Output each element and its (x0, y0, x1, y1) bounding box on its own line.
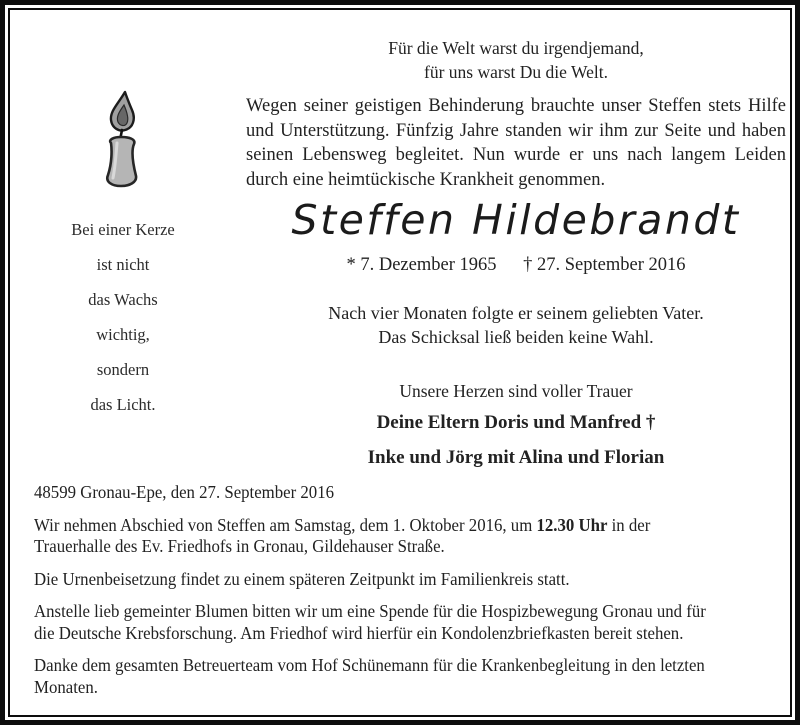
place-date-line: 48599 Gronau-Epe, den 27. September 2016 (34, 482, 334, 502)
father-paragraph (246, 301, 786, 349)
funeral-paragraph (34, 515, 756, 558)
grief-line: Unsere Herzen sind voller Trauer (399, 381, 633, 401)
poem-line: ist nicht (96, 255, 150, 274)
deceased-name: Steffen Hildebrandt (291, 196, 741, 244)
funeral-time: 12.30 Uhr (536, 514, 608, 535)
candle-poem-column (28, 88, 218, 422)
intro-paragraph: Wegen seiner geistigen Behinderung brauchte unser Steffen stets Hilfe und Unterstützung. Fünfzig Jahre standen wir ihm zur Seite und haben seinen Lebensweg begleitet. Nun wurde er uns nach langem Leiden durch eine heimtückische Krankheit genommen. (246, 96, 786, 190)
death-date: † 27. September 2016 (523, 255, 686, 275)
donation-line2: die Deutsche Krebsforschung. Am Friedhof wird hierfür ein Kondolenzbriefkasten bereit stehen. (34, 622, 684, 643)
donation-line1: Anstelle lieb gemeinter Blumen bitten wir um eine Spende für die Hospizbewegung Gronau und für (34, 601, 706, 621)
thanks-line1: Danke dem gesamten Betreuerteam vom Hof Schünemann für die Krankenbegleitung in den letzten (34, 655, 705, 675)
father-line2: Das Schicksal ließ beiden keine Wahl. (378, 327, 654, 347)
opening-quote (246, 36, 786, 84)
birth-date: * 7. Dezember 1965 (346, 255, 497, 275)
poem-line: wichtig, (96, 325, 150, 344)
poem-line: das Wachs (88, 290, 158, 309)
life-dates (246, 255, 786, 276)
funeral-text-pre: Wir nehmen Abschied von Steffen am Samstag, dem 1. Oktober 2016, um (34, 514, 537, 535)
details-section (34, 482, 786, 709)
funeral-text-post: in der (607, 514, 651, 535)
opening-quote-line2: für uns warst Du die Welt. (424, 62, 608, 82)
thanks-paragraph (34, 655, 756, 698)
opening-quote-line1: Für die Welt warst du irgendjemand, (388, 38, 644, 58)
poem-line: Bei einer Kerze (71, 220, 175, 239)
mourners-siblings: Inke und Jörg mit Alina und Florian (367, 447, 665, 468)
thanks-line2: Monaten. (34, 676, 98, 697)
mourners-parents: Deine Eltern Doris und Manfred † (376, 412, 656, 433)
donation-paragraph (34, 601, 756, 644)
poem-line: das Licht. (90, 395, 156, 414)
poem-line: sondern (96, 360, 150, 379)
urn-paragraph: Die Urnenbeisetzung findet zu einem späteren Zeitpunkt im Familienkreis statt. (34, 568, 570, 589)
candle-icon (84, 88, 162, 190)
father-line1: Nach vier Monaten folgte er seinem geliebten Vater. (328, 303, 704, 323)
funeral-location-line: Trauerhalle des Ev. Friedhofs in Gronau, Gildehauser Straße. (34, 536, 445, 556)
